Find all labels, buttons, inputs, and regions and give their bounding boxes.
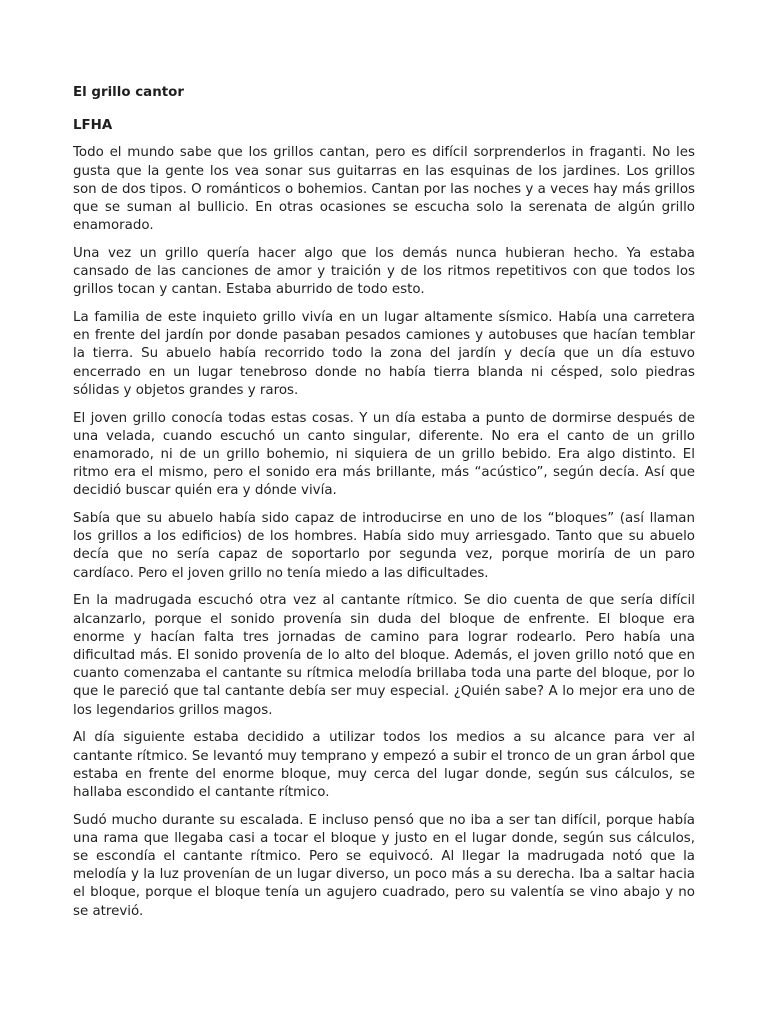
document-page — [73, 84, 695, 930]
paragraph-5: Sabía que su abuelo había sido capaz de introducirse en uno de los “bloques” (así llaman los grillos a los edificios) de los hombres. Había sido muy arriesgado. Tanto que su abuelo decía que no sería capaz de soportarlo por segunda vez, porque moriría de un paro cardíaco. Pero el joven grillo no tenía miedo a las dificultades. — [73, 511, 695, 581]
document-title: El grillo cantor — [73, 85, 184, 100]
document-author: LFHA — [73, 118, 113, 134]
paragraph-4: El joven grillo conocía todas estas cosas. Y un día estaba a punto de dormirse después de una velada, cuando escuchó un canto singular, diferente. No era el canto de un grillo enamorado, ni de un grillo bohemio, ni siquiera de un grillo bebido. Era algo distinto. El ritmo era el mismo, pero el sonido era más brillante, más “acústico”, según decía. Así que decidió buscar quién era y dónde vivía. — [73, 410, 695, 499]
paragraph-8: Sudó mucho durante su escalada. E incluso pensó que no iba a ser tan difícil, porque había una rama que llegaba casi a tocar el bloque y justo en el lugar donde, según sus cálculos, se escondía el cantante rítmico. Pero se equivocó. Al llegar la madrugada notó que la melodía y la luz provenían de un lugar diverso, un poco más a su derecha. Iba a saltar hacia el bloque, porque el bloque tenía un agujero cuadrado, pero su valentía se vino abajo y no se atrevió. — [73, 812, 695, 919]
paragraph-1: Todo el mundo sabe que los grillos cantan, pero es difícil sorprenderlos in fraganti. No les gusta que la gente los vea sonar sus guitarras en las esquinas de los jardines. Los grillos son de dos tipos. O románticos o bohemios. Cantan por las noches y a veces hay más grillos que se suman al bullicio. En otras ocasiones se escucha solo la serenata de algún grillo enamorado. — [73, 145, 695, 234]
paragraph-3: La familia de este inquieto grillo vivía en un lugar altamente sísmico. Había una carretera en frente del jardín por donde pasaban pesados camiones y autobuses que hacían temblar la tierra. Su abuelo había recorrido todo la zona del jardín y decía que un día estuvo encerrado en un lugar tenebroso donde no había tierra blanda ni césped, solo piedras sólidas y objetos grandes y raros. — [73, 310, 695, 398]
paragraph-6: En la madrugada escuchó otra vez al cantante rítmico. Se dio cuenta de que sería difícil alcanzarlo, porque el sonido provenía sin duda del bloque de enfrente. El bloque era enorme y hacían falta tres jornadas de camino para lograr rodearlo. Pero había una dificultad más. El sonido provenía de lo alto del bloque. Además, el joven grillo notó que en cuanto comenzaba el cantante su rítmica melodía brillaba toda una parte del bloque, por lo que le pareció que tal cantante debía ser muy especial. ¿Quién sabe? A lo mejor era uno de los legendarios grillos magos. — [73, 593, 695, 718]
paragraph-7: Al día siguiente estaba decidido a utilizar todos los medios a su alcance para ver al cantante rítmico. Se levantó muy temprano y empezó a subir el tronco de un gran árbol que estaba en frente del enorme bloque, muy cerca del lugar donde, según sus cálculos, se hallaba escondido el cantante rítmico. — [73, 730, 695, 800]
paragraph-2: Una vez un grillo quería hacer algo que los demás nunca hubieran hecho. Ya estaba cansado de las canciones de amor y traición y de los ritmos repetitivos con que todos los grillos tocan y cantan. Estaba aburrido de todo esto. — [73, 245, 695, 298]
